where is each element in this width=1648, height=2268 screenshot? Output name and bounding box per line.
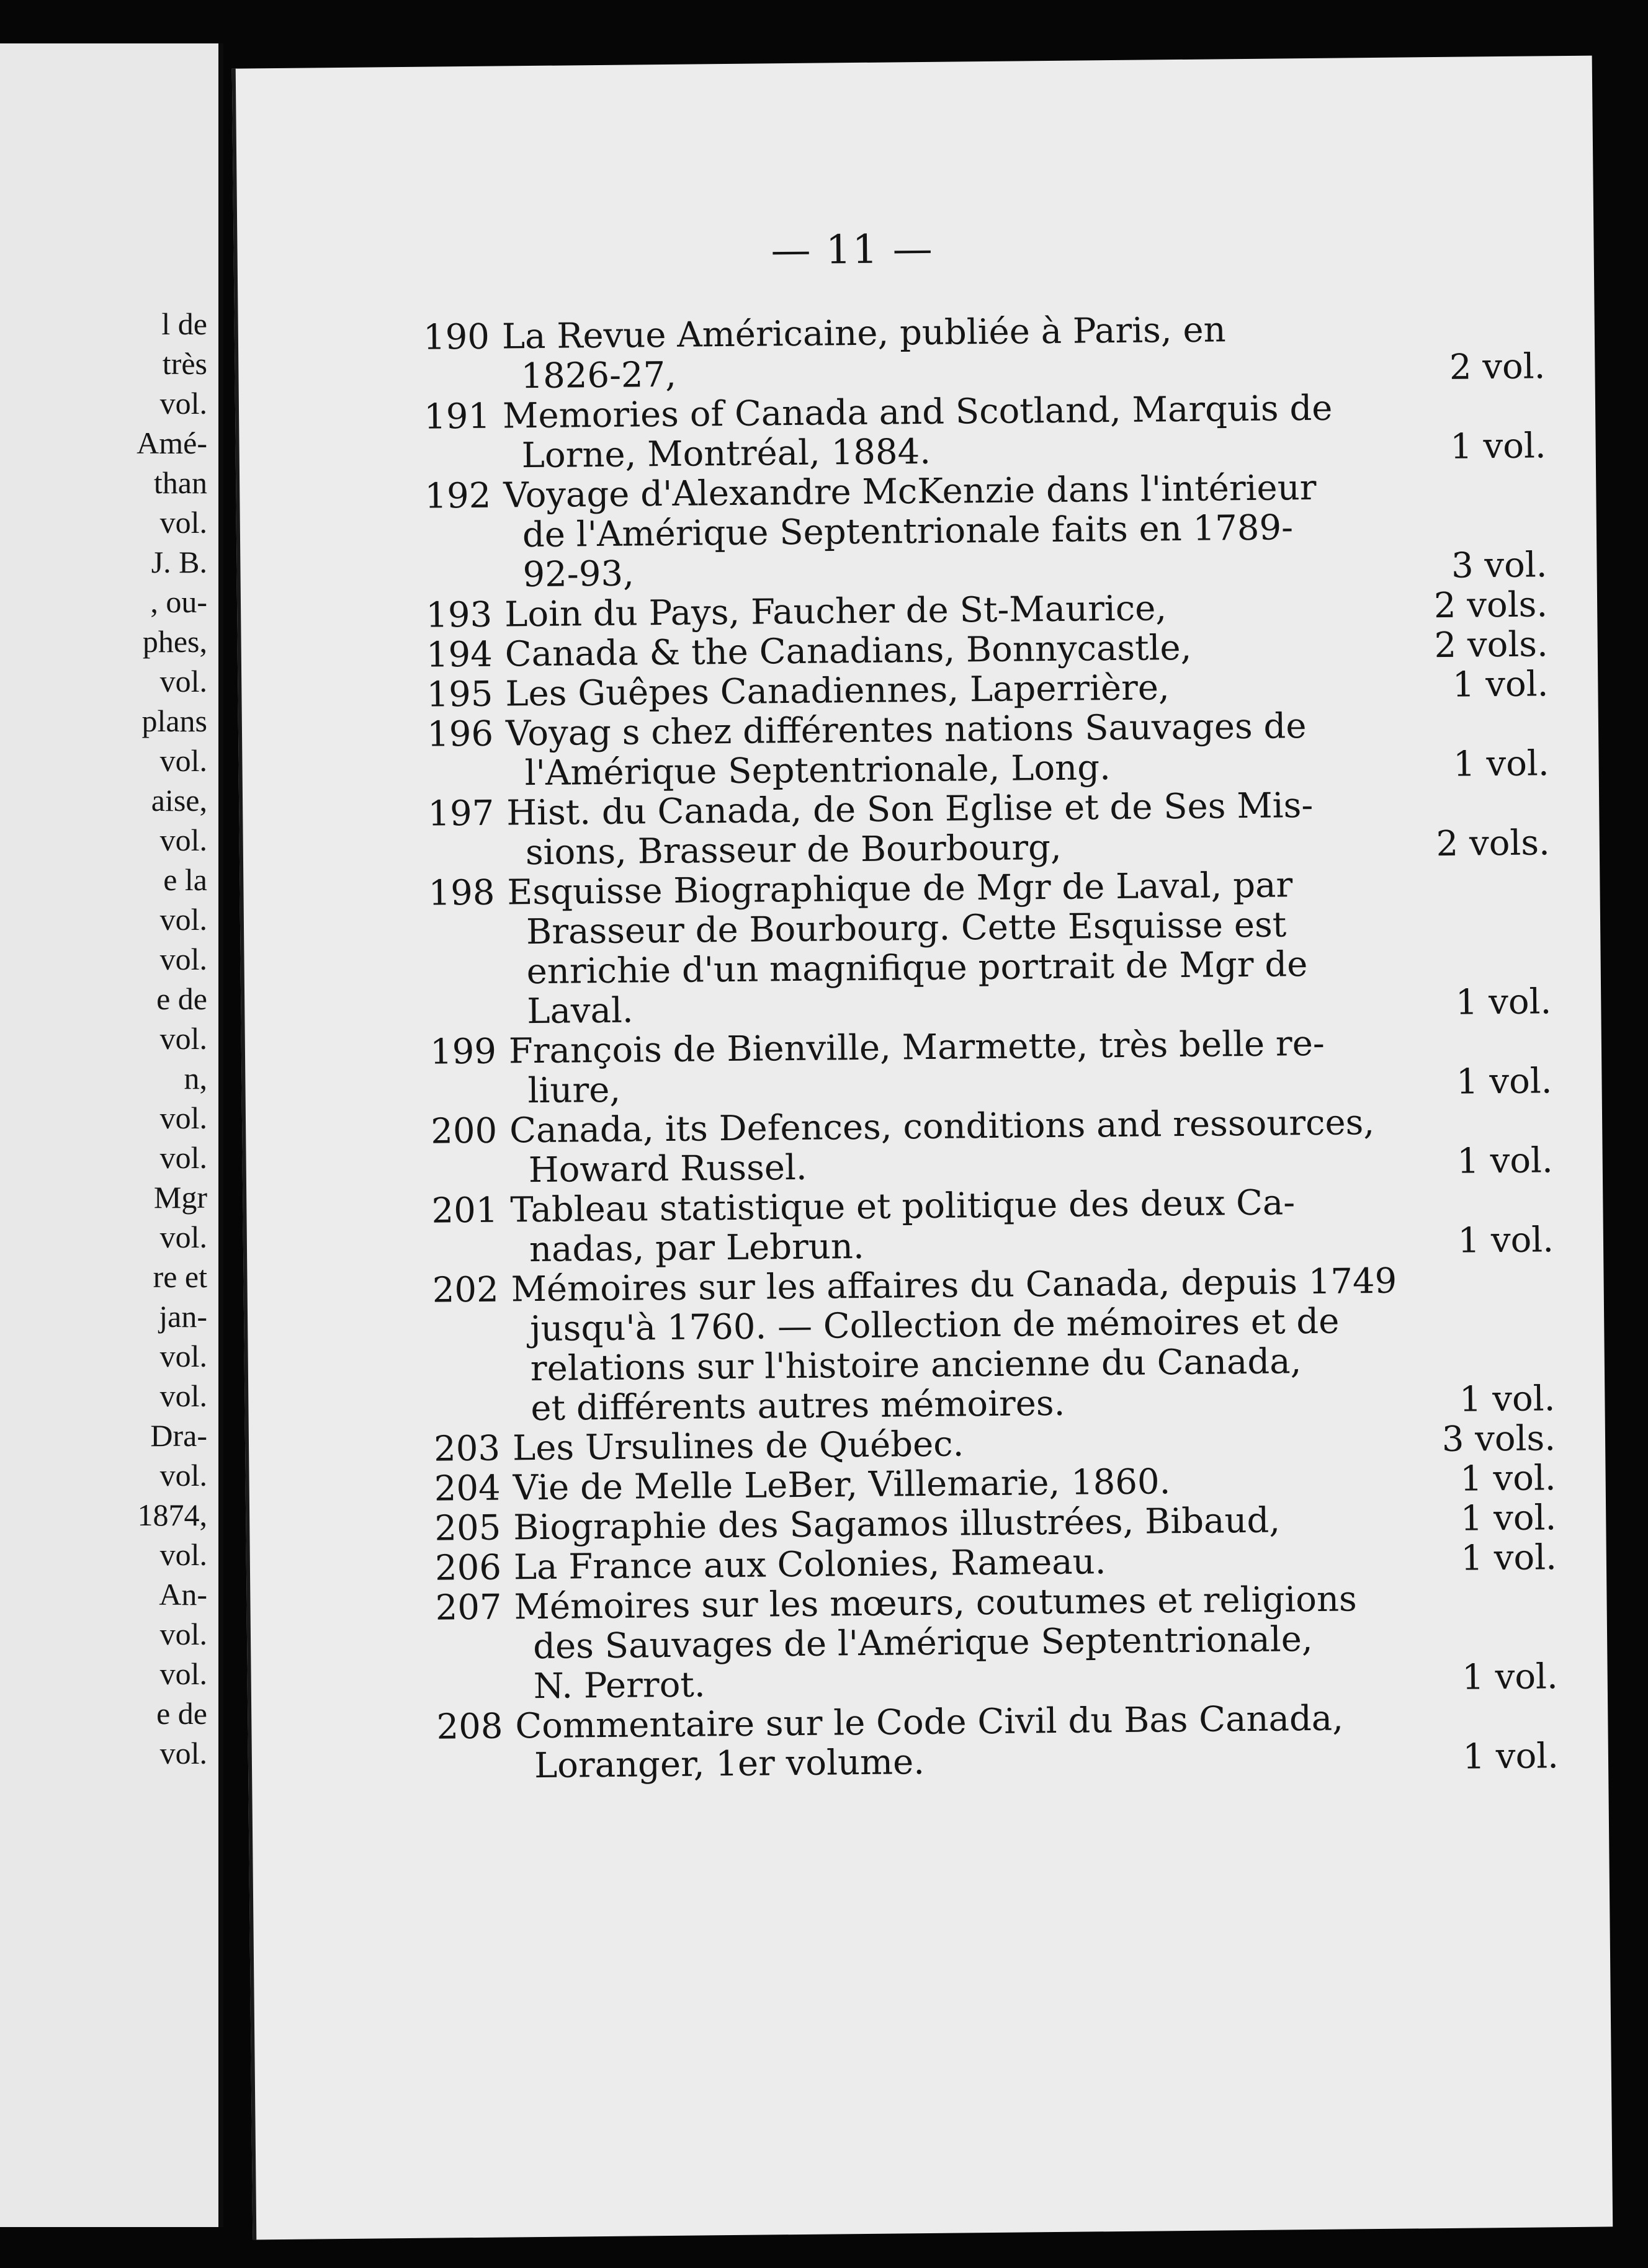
left-page-line: très [162,346,207,381]
entry-number: 205 [434,1507,501,1549]
entry-volume-count: 2 vols. [1433,584,1548,627]
entry-text-line: enrichie d'un magnifique portrait de Mgr de [526,944,1308,993]
entry-volume-count: 1 vol. [1459,1458,1556,1499]
entry-text-line: et différents autres mémoires. [531,1383,1065,1429]
entry-text-line: Voyag s chez différentes nations Sauvages de [505,706,1307,754]
entry-number: 192 [424,475,491,517]
left-page-line: vol. [159,386,207,421]
left-page-line: e de [156,981,207,1016]
entry-volume-count: 1 vol. [1456,1061,1552,1102]
left-page-line: vol. [159,902,207,937]
catalogue-entry [239,386,1596,479]
left-page-line: vol. [159,942,207,976]
left-page-line: Amé- [137,426,207,460]
catalogue-page [232,56,1613,2240]
entry-text-line: Brasseur de Bourbourg. Cette Esquisse est [526,904,1287,953]
entry-text-line: 92-93, [522,553,635,596]
entry-number: 191 [423,396,491,437]
entry-volume-count: 1 vol. [1458,1220,1554,1261]
left-page-line: vol. [159,1021,207,1056]
entry-text-line: Hist. du Canada, de Son Eglise et de Ses Mis- [506,785,1314,834]
entry-text-line: Loin du Pays, Faucher de St-Maurice, [504,588,1167,635]
left-page-line: l de [161,306,207,341]
entry-volume-count: 1 vol. [1461,1656,1559,1698]
entry-volume-count: 2 vols. [1434,624,1549,666]
entry-number: 197 [428,793,495,834]
entry-text-line: Mémoires sur les mœurs, coutumes et religions [514,1579,1358,1628]
entry-text-line: N. Perrot. [533,1664,705,1707]
entry-text-line: Lorne, Montréal, 1884. [521,431,931,476]
entry-number: 195 [426,674,493,715]
left-page-line: vol. [159,1458,207,1493]
catalogue-entry [250,1577,1608,1709]
entry-text-line: nadas, par Lebrun. [529,1226,865,1270]
left-page-line: vol. [159,1537,207,1572]
entry-volume-count: 3 vol. [1451,545,1547,586]
entry-text-line: Tableau statistique et politique des deux Ca- [510,1182,1296,1231]
catalogue-entry [251,1696,1608,1788]
entry-number: 193 [426,594,493,636]
entry-volume-count: 1 vol. [1460,1498,1557,1539]
catalogue-entry [246,1101,1603,1194]
catalogue-entry [247,1260,1605,1432]
entry-number: 198 [428,872,495,914]
catalogue-entry [243,863,1601,1035]
entry-text-line: de l'Amérique Septentrionale faits en 1789- [522,507,1294,556]
left-page-line: n, [184,1061,207,1096]
left-page-line: vol. [159,1220,207,1254]
catalogue-entry [240,466,1597,598]
entry-text-line: La France aux Colonies, Rameau. [513,1542,1106,1588]
entry-text-line: l'Amérique Septentrionale, Long. [524,748,1111,794]
catalogue-entry [238,307,1595,400]
entry-text-line: Voyage d'Alexandre McKenzie dans l'intérieur [503,467,1317,516]
left-page-line: than [153,465,207,500]
entry-text-line: Canada & the Canadians, Bonnycastle, [504,627,1192,675]
entry-text-line: Vie de Melle LeBer, Villemarie, 1860. [513,1462,1171,1509]
left-page-line: J. B. [151,545,207,579]
entry-text-line: 1826-27, [521,354,677,397]
left-page-line: Dra- [150,1418,207,1453]
entry-volume-count: 1 vol. [1461,1537,1557,1579]
left-page-line: 1874, [137,1498,207,1532]
entry-text-line: Biographie des Sagamos illustrées, Bibaud, [513,1500,1281,1548]
entry-number: 208 [436,1706,503,1748]
catalogue-entry [246,1181,1603,1273]
entry-text-line: La Revue Américaine, publiée à Paris, en [501,310,1226,357]
left-page-line: vol. [159,1339,207,1373]
page-number-header: — 11 — [771,226,934,274]
left-page-line: aise, [151,783,207,818]
entry-text-line: Commentaire sur le Code Civil du Bas Canada, [515,1698,1344,1747]
entry-volume-count: 1 vol. [1449,426,1546,467]
left-page-line: jan- [159,1299,207,1334]
entry-number: 199 [429,1031,497,1073]
entry-volume-count: 1 vol. [1459,1378,1556,1420]
left-page-line: vol. [159,1378,207,1413]
entry-text-line: relations sur l'histoire ancienne du Canada, [530,1341,1302,1390]
entry-number: 190 [423,316,490,358]
entry-volume-count: 2 vol. [1449,346,1546,388]
entry-volume-count: 2 vols. [1436,823,1551,865]
left-page-line: vol. [159,743,207,778]
left-page-fragment [0,43,223,2227]
left-page-line: An- [159,1577,207,1612]
left-page-line: vol. [159,1101,207,1135]
left-page-line: vol. [159,1617,207,1651]
entry-text-line: Les Ursulines de Québec. [512,1424,964,1469]
entry-number: 207 [435,1587,502,1628]
left-page-line: Mgr [153,1180,207,1215]
left-page-line: vol. [159,505,207,540]
entry-text-line: Esquisse Biographique de Mgr de Laval, par [507,865,1293,913]
entry-number: 194 [426,634,493,676]
entry-text-line: Memories of Canada and Scotland, Marquis de [502,388,1333,437]
entry-number: 200 [430,1110,498,1152]
left-page-line: vol. [159,1140,207,1175]
left-page-line: vol. [159,664,207,699]
entry-volume-count: 1 vol. [1452,664,1549,705]
entry-number: 206 [434,1547,502,1589]
left-page-line: vol. [159,823,207,857]
left-page-line: plans [141,703,207,738]
entry-volume-count: 1 vol. [1453,743,1549,785]
entry-volume-count: 1 vol. [1456,1140,1554,1182]
entry-number: 204 [434,1468,501,1509]
entry-number: 201 [431,1190,498,1231]
entry-volume-count: 1 vol. [1462,1736,1559,1777]
left-page-line: re et [153,1259,207,1294]
left-page-line: vol. [159,1656,207,1691]
left-page-line: e de [156,1696,207,1731]
catalogue-entry [245,1022,1602,1114]
entry-number: 203 [433,1428,501,1470]
left-page-line: phes, [142,624,207,659]
catalogue-entry [243,784,1600,876]
entry-volume-count: 3 vols. [1441,1418,1556,1460]
entry-text-line: Howard Russel. [528,1147,807,1191]
entry-text-line: Loranger, 1er volume. [534,1742,925,1787]
catalogue-entry [242,704,1599,797]
entry-text-line: Laval. [527,990,634,1032]
entry-text-line: liure, [527,1069,621,1112]
entry-text-line: sions, Brasseur de Bourbourg, [525,827,1062,873]
entry-text-line: des Sauvages de l'Amérique Septentrionale, [532,1619,1313,1668]
left-page-line: vol. [159,1736,207,1770]
left-page-line: e la [163,862,207,897]
entry-number: 196 [426,713,494,755]
entry-number: 202 [432,1269,499,1311]
entry-text-line: Mémoires sur les affaires du Canada, depuis 1749 [511,1261,1397,1310]
left-page-line: , ou- [150,584,207,619]
entry-text-line: Canada, its Defences, conditions and ressources, [509,1102,1375,1151]
entry-text-line: Les Guêpes Canadiennes, Laperrière, [505,667,1170,715]
entry-text-line: François de Bienville, Marmette, très belle re- [508,1023,1325,1072]
entry-text-line: jusqu'à 1760. — Collection de mémoires et de [529,1301,1340,1350]
entry-volume-count: 1 vol. [1455,981,1552,1023]
